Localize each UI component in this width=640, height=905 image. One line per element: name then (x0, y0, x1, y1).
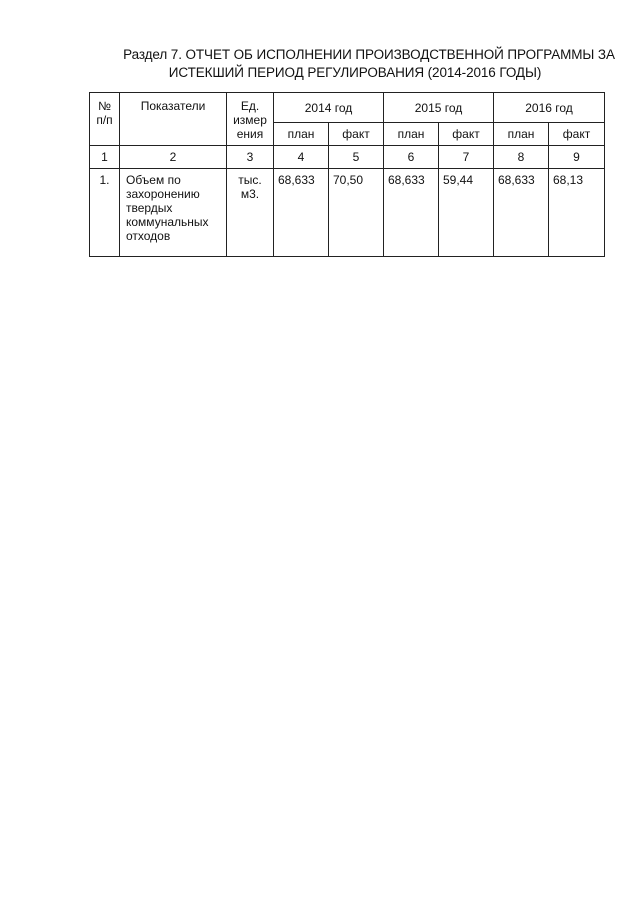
header-year-2014: 2014 год (274, 93, 384, 123)
header-plan-2016: план (494, 123, 549, 146)
value-2015-plan: 68,633 (384, 169, 439, 257)
column-number: 1 (90, 146, 120, 169)
header-unit-cell (227, 93, 274, 146)
row-indicator-line: твердых (126, 201, 173, 215)
value-2016-plan: 68,633 (494, 169, 549, 257)
column-number: 5 (329, 146, 384, 169)
row-unit-line: тыс. (238, 173, 262, 187)
row-number: 1. (90, 169, 120, 257)
header-unit-line-3: ения (236, 127, 264, 141)
header-unit-line-2: измер (233, 113, 267, 127)
header-unit-line-1: Ед. (240, 99, 260, 113)
value-2014-fact: 70,50 (329, 169, 384, 257)
header-fact-2015: факт (439, 123, 494, 146)
row-unit (227, 169, 274, 257)
header-indicators-label: Показатели (140, 99, 206, 113)
header-fact-2014: факт (329, 123, 384, 146)
header-fact-2016: факт (549, 123, 605, 146)
header-indicators-cell (120, 93, 227, 146)
table-row (90, 169, 605, 257)
column-number: 9 (549, 146, 605, 169)
column-number-row (90, 146, 605, 169)
header-number-line-2: п/п (96, 113, 113, 127)
header-plan-2014: план (274, 123, 329, 146)
title-line-1: Раздел 7. ОТЧЕТ ОБ ИСПОЛНЕНИИ ПРОИЗВОДСТВЕННОЙ ПРОГРАММЫ ЗА (123, 47, 615, 62)
column-number: 4 (274, 146, 329, 169)
column-number: 6 (384, 146, 439, 169)
value-2015-fact: 59,44 (439, 169, 494, 257)
header-year-2015: 2015 год (384, 93, 494, 123)
header-number-cell (90, 93, 120, 146)
column-number: 3 (227, 146, 274, 169)
production-program-report-table (89, 92, 605, 257)
row-indicator-line: Объем по (126, 173, 181, 187)
header-plan-2015: план (384, 123, 439, 146)
row-indicator (120, 169, 227, 257)
row-indicator-line: отходов (126, 229, 171, 243)
row-unit-line: м3. (240, 187, 260, 201)
header-year-2016: 2016 год (494, 93, 605, 123)
row-indicator-line: захоронению (126, 187, 200, 201)
title-line-2: ИСТЕКШИЙ ПЕРИОД РЕГУЛИРОВАНИЯ (2014-2016 ГОДЫ) (168, 65, 542, 80)
header-number-line-1: № (98, 99, 111, 113)
column-number: 2 (120, 146, 227, 169)
row-indicator-line: коммунальных (126, 215, 209, 229)
value-2016-fact: 68,13 (549, 169, 605, 257)
value-2014-plan: 68,633 (274, 169, 329, 257)
column-number: 7 (439, 146, 494, 169)
document-title (90, 46, 620, 82)
column-number: 8 (494, 146, 549, 169)
